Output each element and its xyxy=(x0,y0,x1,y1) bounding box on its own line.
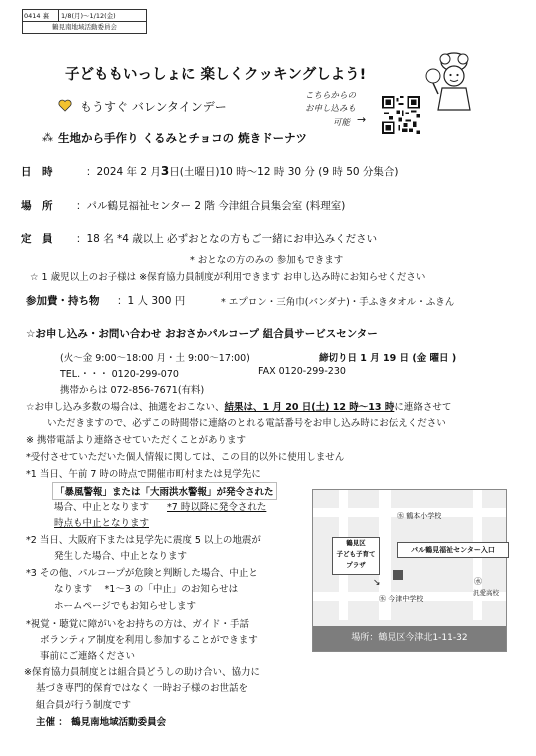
theme-text: もうすぐ バレンタインデー xyxy=(80,100,227,114)
date-day: 3 xyxy=(160,164,170,178)
center-building xyxy=(393,570,403,580)
plaza-marker xyxy=(332,537,380,575)
qr-note-line2: お申し込みも xyxy=(305,104,357,114)
tel[interactable]: TEL.・・・ 0120-299-070 xyxy=(60,369,179,380)
cancel-2-line1: *2 当日、大阪府下または見学先に震度 5 以上の地震が xyxy=(26,535,261,546)
cancel-1-line1: *1 当日、午前 7 時の時点で開催市町村または見学先に xyxy=(26,469,261,480)
header-divider xyxy=(58,10,59,21)
school-icon: ㊌ xyxy=(397,512,404,520)
cancel-1-line2: 「暴風警報」または「大雨洪水警報」が発令された xyxy=(52,482,277,500)
school-1-label: ㊌ 鶴本小学校 xyxy=(397,512,442,520)
qr-code[interactable] xyxy=(382,96,420,134)
chef-illustration-icon xyxy=(424,50,484,112)
support-line1: *視覚・聴覚に障がいをお持ちの方は、ガイド・手話 xyxy=(26,619,249,630)
header-org: 鶴見南地域活動委員会 xyxy=(52,23,117,31)
high-school-label: 汎愛高校 xyxy=(473,589,499,597)
contact-title: ☆お申し込み・お問い合わせ おおさかパルコープ 組合員サービスセンター xyxy=(26,328,378,340)
office-hours: (火～金 9:00～18:00 月・土 9:00～17:00) xyxy=(60,353,250,364)
high-school-icon: ㊌ xyxy=(474,577,482,586)
place-label: 場 所 xyxy=(21,200,53,212)
plaza-line2: 子ども子育て xyxy=(336,550,376,558)
items-value: * エプロン・三角巾(バンダナ)・手ふきタオル・ふきん xyxy=(221,297,455,308)
center-entrance-label: パル鶴見福祉センター入口 xyxy=(397,542,509,558)
privacy-note: *受付させていただいた個人情報に関しては、この目的以外に使用しません xyxy=(26,452,345,463)
plaza-line3: プラザ xyxy=(346,561,366,569)
map-address: 場所：鶴見区今津北1-11-32 xyxy=(313,626,506,651)
heart-icon xyxy=(58,99,72,112)
school-2-label: ㊌ 今津中学校 xyxy=(379,595,424,603)
map xyxy=(312,489,507,652)
childcare-def-line2: 基づき専門的保育ではなく 一時お子様のお世話を xyxy=(36,683,249,694)
capacity-value: ：18 名 *4 歳以上 必ずおとなの方もご一緒にお申込みください xyxy=(76,233,378,245)
lottery-note xyxy=(26,399,451,413)
cancel-1-line3-b: *7 時以降に発令された xyxy=(167,502,267,513)
lottery-note-end: に連絡させて xyxy=(394,402,452,413)
support-line2: ボランティア制度を利用し参加することができます xyxy=(40,635,258,646)
doc-id: 0414 裏 xyxy=(24,12,50,20)
cancel-1-line4: 時点も中止となります xyxy=(54,518,150,529)
qr-note-line1: こちらからの xyxy=(305,91,357,101)
cancel-3-line1: *3 その他、パルコープが危険と判断した場合、中止と xyxy=(26,568,258,579)
menu-text: 生地から手作り くるみとチョコの 焼きドーナツ xyxy=(58,131,308,145)
date-value xyxy=(86,164,399,179)
cancel-2-line2: 発生した場合、中止となります xyxy=(54,551,188,562)
organizer: 主催 ： 鶴見南地域活動委員会 xyxy=(36,717,167,728)
qr-note-line3: 可能 xyxy=(333,118,351,128)
arrow-down-right-icon: ↘ xyxy=(373,578,381,588)
header-row xyxy=(23,10,146,22)
plaza-line1: 鶴見区 xyxy=(346,539,366,547)
fax: FAX 0120-299-230 xyxy=(258,366,346,377)
childcare-note: ☆ 1 歳児以上のお子様は ※保育協力員制度が利用できます お申し込み時にお知らせください xyxy=(30,272,426,283)
mobile-contact-note: ※ 携帯電話より連絡させていただくことがあります xyxy=(26,435,246,446)
lottery-note-start: ☆お申し込み多数の場合は、抽選をおこない、 xyxy=(26,402,225,413)
childcare-def-line3: 組合員が行う制度です xyxy=(36,700,132,711)
school-icon: ㊌ xyxy=(379,595,386,603)
cancel-1-line3-a: 場合、中止となります xyxy=(54,502,150,513)
lottery-result-time: 結果は、1 月 20 日(土) 12 時～13 時 xyxy=(224,402,395,413)
date-label: 日 時 xyxy=(21,166,53,178)
deadline: 締切り日 1 月 19 日 (金 曜日 ) xyxy=(319,353,457,364)
cancel-3-line3: ホームページでもお知らせします xyxy=(54,601,197,612)
page-title: 子どももいっしょに 楽しくクッキングしよう! xyxy=(65,67,367,83)
fee-label: 参加費・持ち物 xyxy=(26,295,100,307)
capacity-note: * おとなの方のみの 参加もできます xyxy=(190,255,344,266)
header-box xyxy=(22,9,147,34)
mobile-tel[interactable]: 携帯からは 072-856-7671(有料) xyxy=(60,385,205,396)
cancel-3-line2: なります *1～3 の「中止」のお知らせは xyxy=(54,584,239,595)
fee-value: ：1 人 300 円 xyxy=(117,295,186,307)
lottery-note-2: いただきますので、必ずこの時間帯に連絡のとれる電話番号をお申し込み時にお伝えください xyxy=(47,418,446,429)
cancel-1-line3 xyxy=(54,499,266,513)
date-year-month: ：2024 年 2 月 xyxy=(86,166,161,178)
date-time: 日(土曜日)10 時～12 時 30 分 (9 時 50 分集合) xyxy=(169,166,399,178)
header-dates: 1/8(月)～1/12(金) xyxy=(61,12,116,20)
place-value: ：パル鶴見福祉センター 2 階 今津組合員集会室 (料理室) xyxy=(76,200,346,212)
childcare-def-line1: ※保育協力員制度とは組合員どうしの助け合い、協力に xyxy=(24,667,260,678)
arrow-right-icon: → xyxy=(357,113,367,126)
capacity-label: 定 員 xyxy=(21,233,53,245)
support-line3: 事前にご連絡ください xyxy=(40,651,136,662)
trefoil-icon: ⁂ xyxy=(42,131,53,144)
